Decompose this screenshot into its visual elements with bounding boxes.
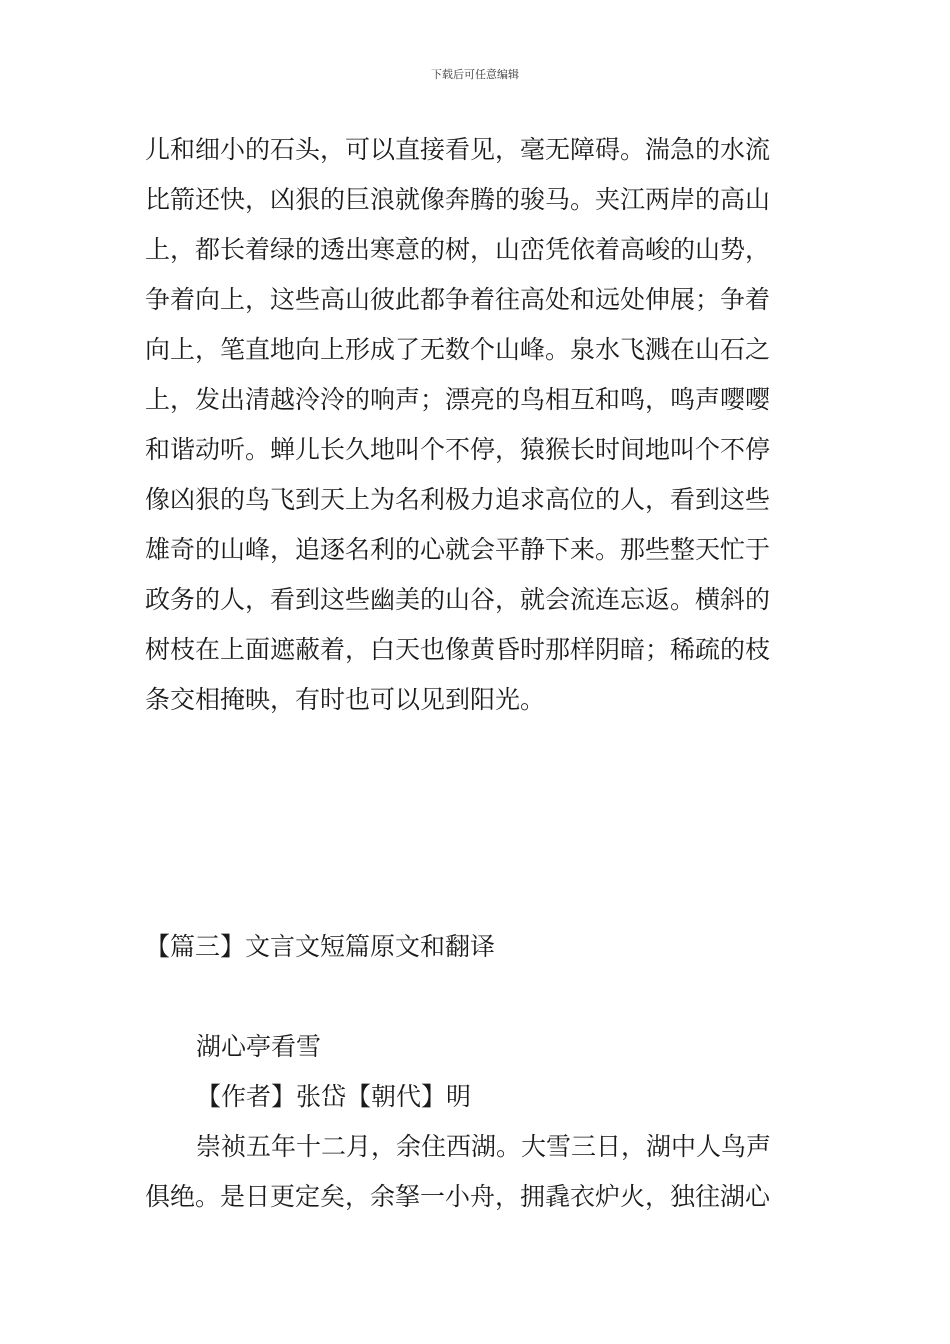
text-line: 像凶狠的鸟飞到天上为名利极力追求高位的人，看到这些: [145, 485, 771, 514]
essay-title: 湖心亭看雪: [196, 1032, 322, 1061]
text-line: 上，都长着绿的透出寒意的树，山峦凭依着高峻的山势，: [145, 235, 771, 264]
page-header-note: 下载后可任意编辑: [431, 68, 519, 81]
essay-body: [145, 1122, 810, 1222]
text-line: 争着向上，这些高山彼此都争着往高处和远处伸展；争着: [145, 285, 771, 314]
text-line: 条交相掩映，有时也可以见到阳光。: [145, 685, 546, 714]
translation-paragraph: [145, 125, 810, 725]
text-line: 向上，笔直地向上形成了无数个山峰。泉水飞溅在山石之: [145, 335, 771, 364]
text-line: 政务的人，看到这些幽美的山谷，就会流连忘返。横斜的: [145, 585, 771, 614]
section-heading: 【篇三】文言文短篇原文和翻译: [145, 932, 496, 961]
text-line: 比箭还快，凶狠的巨浪就像奔腾的骏马。夹江两岸的高山: [145, 185, 771, 214]
text-line: 儿和细小的石头，可以直接看见，毫无障碍。湍急的水流: [145, 135, 771, 164]
text-line: 雄奇的山峰，追逐名利的心就会平静下来。那些整天忙于: [145, 535, 771, 564]
text-line: 崇祯五年十二月，余住西湖。大雪三日，湖中人鸟声: [196, 1132, 772, 1161]
author-dynasty-line: 【作者】张岱【朝代】明: [196, 1082, 472, 1111]
text-line: 树枝在上面遮蔽着，白天也像黄昏时那样阴暗；稀疏的枝: [145, 635, 771, 664]
text-line: 俱绝。是日更定矣，余拏一小舟，拥毳衣炉火，独往湖心: [145, 1182, 771, 1211]
text-line: 上，发出清越泠泠的响声；漂亮的鸟相互和鸣，鸣声嘤嘤: [145, 385, 771, 414]
text-line: 和谐动听。蝉儿长久地叫个不停，猿猴长时间地叫个不停: [145, 435, 771, 464]
